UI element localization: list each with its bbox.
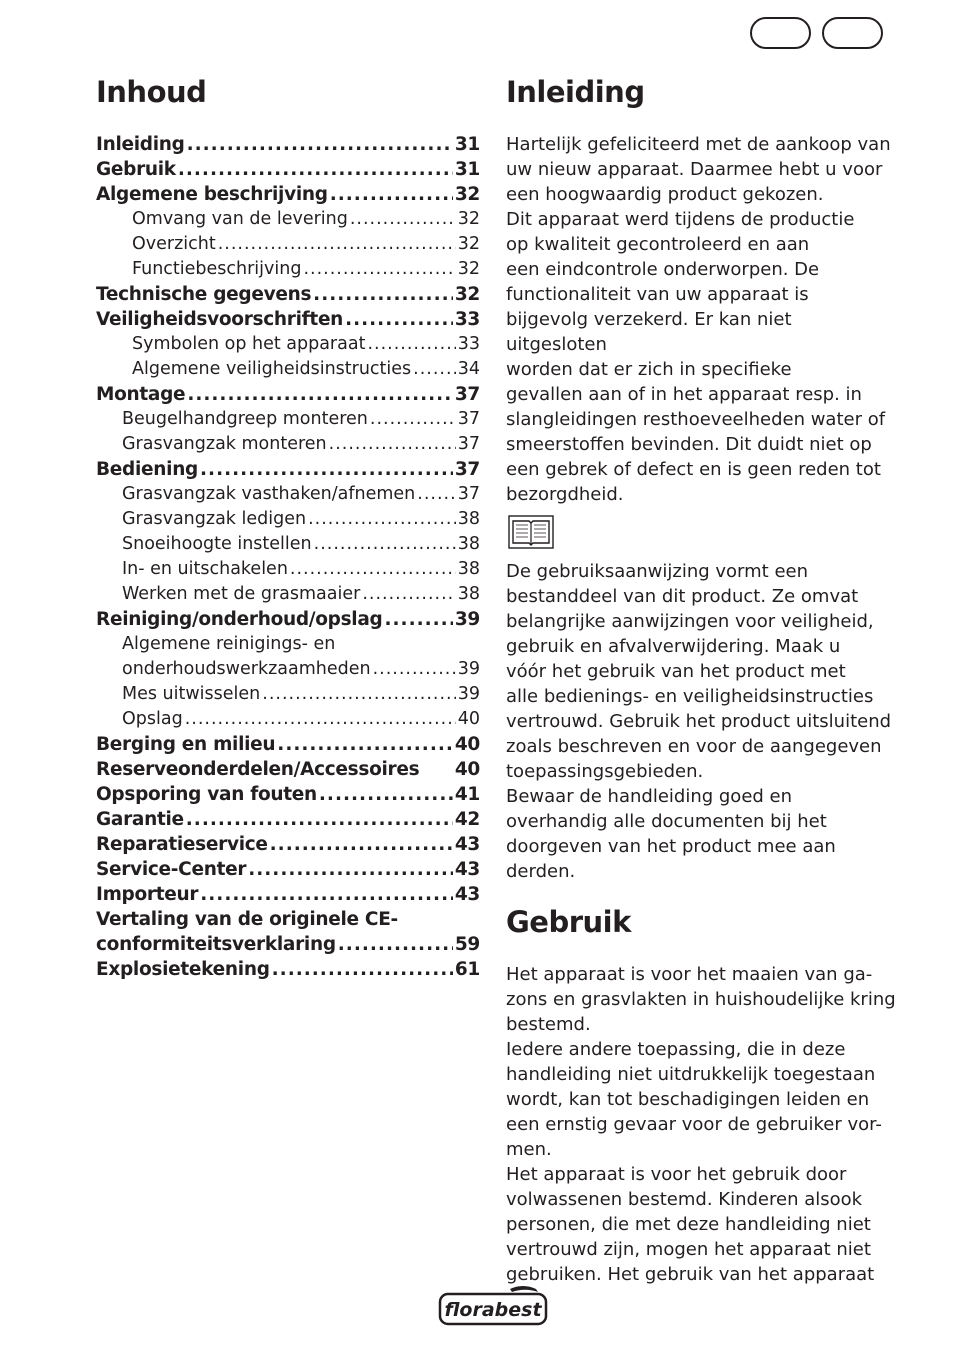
toc-dot-leader [270, 832, 453, 857]
toc-dot-leader [178, 157, 453, 182]
toc-entry-page: 32 [457, 209, 480, 229]
toc-entry-page: 33 [457, 334, 480, 354]
toc-entry [96, 632, 480, 657]
toc-entry-title: Berging en milieu [96, 734, 276, 755]
toc-entry-title: Algemene veiligheidsinstructies [132, 359, 412, 379]
inleiding-paragraph-1 [506, 132, 898, 507]
text-line: vertrouwd. Gebruik het product uitsluitend [506, 711, 892, 732]
toc-dot-leader [338, 932, 453, 957]
toc-entry [96, 757, 480, 782]
text-line: Het apparaat is voor het gebruik door [506, 1164, 847, 1185]
inleiding-paragraph-2 [506, 559, 898, 884]
text-line: bestanddeel van dit product. Ze omvat [506, 586, 859, 607]
gebruik-heading: Gebruik [506, 905, 631, 939]
toc-entry [96, 282, 480, 307]
toc-entry-page: 40 [454, 759, 480, 780]
text-line: alle bedienings- en veiligheidsinstructies [506, 686, 874, 707]
toc-entry-page: 31 [454, 159, 480, 180]
toc-entry-title: Vertaling van de originele CE- [96, 909, 398, 930]
text-line: een gebrek of defect en is geen reden tot [506, 459, 881, 480]
toc-entry [96, 132, 480, 157]
toc-entry-title: Service-Center [96, 859, 247, 880]
toc-dot-leader [413, 357, 456, 382]
toc-entry-title: Opsporing van fouten [96, 784, 317, 805]
toc-entry [96, 782, 480, 807]
text-line: doorgeven van het product mee aan [506, 836, 836, 857]
toc-entry-title: Snoeihoogte instellen [122, 534, 312, 554]
toc-dot-leader [417, 482, 455, 507]
toc-dot-leader [186, 807, 453, 832]
toc-entry-title: Overzicht [132, 234, 216, 254]
toc-entry-page: 32 [454, 184, 480, 205]
florabest-logo [438, 1285, 548, 1327]
toc-heading: Inhoud [96, 75, 207, 109]
toc-entry-title: conformiteitsverklaring [96, 934, 336, 955]
toc-entry [96, 807, 480, 832]
toc-dot-leader [303, 257, 455, 282]
toc-entry [96, 407, 480, 432]
language-badge-right [822, 17, 883, 49]
toc-entry-page: 38 [457, 534, 480, 554]
toc-entry-page: 32 [457, 234, 480, 254]
toc-entry-page: 38 [457, 509, 480, 529]
toc-entry-title: Symbolen op het apparaat [132, 334, 366, 354]
toc-entry-page: 40 [454, 734, 480, 755]
text-line: men. [506, 1139, 552, 1160]
toc-entry [96, 857, 480, 882]
table-of-contents [96, 72, 480, 982]
toc-entry-page: 37 [457, 434, 480, 454]
toc-entry-title: Reparatieservice [96, 834, 268, 855]
toc-entry [96, 507, 480, 532]
toc-dot-leader [384, 607, 452, 632]
toc-entry-title: Garantie [96, 809, 184, 830]
toc-dot-leader [200, 882, 453, 907]
main-content [506, 72, 898, 1287]
toc-entry-page: 43 [454, 859, 480, 880]
text-line: bijgevolg verzekerd. Er kan niet uitgesloten [506, 309, 792, 355]
toc-entry [96, 907, 480, 932]
text-line: bestemd. [506, 1014, 591, 1035]
text-line: vóór het gebruik van het product met [506, 661, 846, 682]
toc-entry-page: 32 [454, 284, 480, 305]
toc-entry-page: 33 [454, 309, 480, 330]
text-line: personen, die met deze handleiding niet [506, 1214, 871, 1235]
toc-entry-page: 42 [454, 809, 480, 830]
toc-entry-title: Montage [96, 384, 186, 405]
toc-entry-page: 37 [454, 384, 480, 405]
toc-dot-leader [345, 307, 453, 332]
text-line: worden dat er zich in specifieke [506, 359, 792, 380]
toc-entry [96, 382, 480, 407]
text-line: slangleidingen resthoeveelheden water of [506, 409, 886, 430]
toc-entry-page: 39 [457, 659, 480, 679]
text-line: Bewaar de handleiding goed en [506, 786, 793, 807]
toc-entry-title: Inleiding [96, 134, 185, 155]
toc-entry [96, 432, 480, 457]
toc-entry [96, 682, 480, 707]
language-badge-left [750, 17, 811, 49]
toc-entry [96, 957, 480, 982]
toc-dot-leader [367, 332, 455, 357]
toc-dot-leader [313, 282, 453, 307]
toc-entry-title: Reserveonderdelen/Accessoires [96, 759, 420, 780]
text-line: een hoogwaardig product gekozen. [506, 184, 824, 205]
toc-entry-page: 40 [457, 709, 480, 729]
text-line: gebruik en afvalverwijdering. Maak u [506, 636, 841, 657]
text-line: gevallen aan of in het apparaat resp. in [506, 384, 862, 405]
toc-entry-page: 61 [454, 959, 480, 980]
toc-entry-title: Grasvangzak monteren [122, 434, 327, 454]
toc-entry [96, 232, 480, 257]
toc-entry [96, 932, 480, 957]
toc-entry [96, 657, 480, 682]
text-line: derden. [506, 861, 576, 882]
toc-entry-page: 41 [454, 784, 480, 805]
logo-text: florabest [444, 1299, 542, 1321]
toc-entry-page: 39 [454, 609, 480, 630]
inleiding-heading: Inleiding [506, 75, 645, 109]
toc-entry [96, 207, 480, 232]
toc-dot-leader [350, 207, 456, 232]
toc-entry [96, 832, 480, 857]
toc-entry-title: Explosietekening [96, 959, 270, 980]
toc-entry [96, 582, 480, 607]
toc-entry [96, 457, 480, 482]
toc-dot-leader [272, 957, 453, 982]
toc-dot-leader [248, 857, 453, 882]
text-line: op kwaliteit gecontroleerd en aan [506, 234, 810, 255]
text-line: bezorgdheid. [506, 484, 624, 505]
toc-entry [96, 607, 480, 632]
toc-dot-leader [218, 232, 456, 257]
text-line: Het apparaat is voor het maaien van ga- [506, 964, 873, 985]
toc-entry-title: Bediening [96, 459, 199, 480]
toc-entry-title: Reiniging/onderhoud/opslag [96, 609, 383, 630]
text-line: smeerstoffen bevinden. Dit duidt niet op [506, 434, 872, 455]
text-line: uw nieuw apparaat. Daarmee hebt u voor [506, 159, 883, 180]
text-line: volwassenen bestemd. Kinderen alsook [506, 1189, 863, 1210]
toc-entry-title: Grasvangzak ledigen [122, 509, 307, 529]
toc-entry-title: Grasvangzak vasthaken/afnemen [122, 484, 416, 504]
toc-entry-title: In- en uitschakelen [122, 559, 288, 579]
text-line: wordt, kan tot beschadigingen leiden en [506, 1089, 870, 1110]
toc-entry-title: Opslag [122, 709, 183, 729]
toc-entry-page: 34 [457, 359, 480, 379]
toc-entry-title: Omvang van de levering [132, 209, 348, 229]
toc-entry-page: 38 [457, 559, 480, 579]
toc-entry [96, 882, 480, 907]
toc-entry-title: Werken met de grasmaaier [122, 584, 361, 604]
toc-entry [96, 157, 480, 182]
toc-entry-title: Beugelhandgreep monteren [122, 409, 368, 429]
text-line: Hartelijk gefeliciteerd met de aankoop van [506, 134, 891, 155]
language-badges [750, 17, 883, 49]
text-line: vertrouwd zijn, mogen het apparaat niet [506, 1239, 871, 1260]
text-line: een eindcontrole onderworpen. De [506, 259, 820, 280]
toc-entry [96, 257, 480, 282]
text-line: De gebruiksaanwijzing vormt een [506, 561, 809, 582]
toc-entry [96, 332, 480, 357]
toc-dot-leader [370, 407, 456, 432]
toc-entry-page: 43 [454, 834, 480, 855]
toc-entry-page: 31 [454, 134, 480, 155]
toc-dot-leader [187, 132, 453, 157]
toc-entry-title: Technische gegevens [96, 284, 312, 305]
toc-entry-page: 37 [454, 459, 480, 480]
text-line: Iedere andere toepassing, die in deze [506, 1039, 846, 1060]
toc-entry [96, 532, 480, 557]
toc-entry-page: 32 [457, 259, 480, 279]
text-line: belangrijke aanwijzingen voor veiligheid, [506, 611, 874, 632]
toc-entry-title: Mes uitwisselen [122, 684, 261, 704]
toc-list [96, 132, 480, 982]
text-line: toepassingsgebieden. [506, 761, 704, 782]
text-line: zons en grasvlakten in huishoudelijke kring [506, 989, 896, 1010]
text-line: Dit apparaat werd tijdens de productie [506, 209, 855, 230]
toc-dot-leader [373, 657, 456, 682]
toc-entry-page: 38 [457, 584, 480, 604]
toc-dot-leader [329, 432, 456, 457]
toc-entry [96, 732, 480, 757]
toc-entry [96, 307, 480, 332]
toc-dot-leader [319, 782, 453, 807]
text-line: handleiding niet uitdrukkelijk toegestaan [506, 1064, 876, 1085]
toc-entry-page: 39 [457, 684, 480, 704]
toc-entry-title: Gebruik [96, 159, 176, 180]
book-icon [508, 515, 554, 549]
toc-dot-leader [185, 707, 456, 732]
toc-entry [96, 557, 480, 582]
toc-dot-leader [262, 682, 455, 707]
text-line: gebruiken. Het gebruik van het apparaat [506, 1264, 875, 1285]
text-line: overhandig alle documenten bij het [506, 811, 827, 832]
toc-dot-leader [308, 507, 456, 532]
toc-entry-title: Algemene reinigings- en [122, 634, 336, 654]
toc-entry-title: Importeur [96, 884, 199, 905]
toc-dot-leader [277, 732, 453, 757]
toc-entry [96, 482, 480, 507]
toc-entry-title: Algemene beschrijving [96, 184, 328, 205]
toc-entry-page: 59 [454, 934, 480, 955]
text-line: zoals beschreven en voor de aangegeven [506, 736, 882, 757]
toc-entry [96, 357, 480, 382]
text-line: een ernstig gevaar voor de gebruiker vor- [506, 1114, 882, 1135]
text-line: functionaliteit van uw apparaat is [506, 284, 809, 305]
toc-dot-leader [187, 382, 453, 407]
toc-entry-title: Functiebeschrijving [132, 259, 302, 279]
gebruik-paragraph [506, 962, 898, 1287]
toc-entry-page: 37 [457, 409, 480, 429]
toc-entry [96, 707, 480, 732]
toc-dot-leader [200, 457, 453, 482]
toc-entry [96, 182, 480, 207]
toc-dot-leader [314, 532, 456, 557]
toc-entry-page: 37 [457, 484, 480, 504]
toc-entry-title: Veiligheidsvoorschriften [96, 309, 344, 330]
toc-entry-title: onderhoudswerkzaamheden [122, 659, 371, 679]
toc-entry-page: 43 [454, 884, 480, 905]
toc-dot-leader [290, 557, 456, 582]
toc-dot-leader [330, 182, 453, 207]
toc-dot-leader [362, 582, 455, 607]
